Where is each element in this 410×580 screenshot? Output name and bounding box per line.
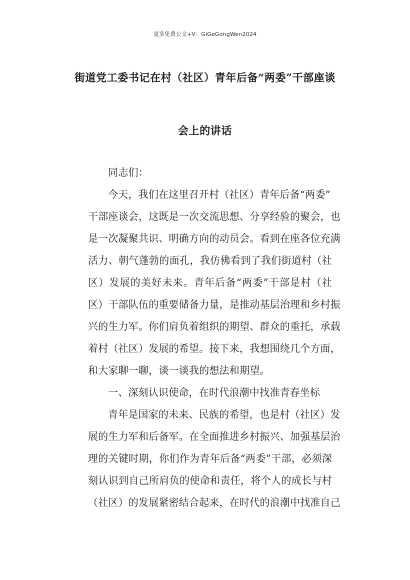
document-body xyxy=(88,163,341,515)
paragraph-2-line: 青年是国家的未来、民族的希望，也是村（社区）发 xyxy=(108,410,341,421)
paragraph-1-line: 是一次凝聚共识、明确方向的动员会。看到在座各位充满 xyxy=(88,234,341,245)
section-1-heading: 一、深刻认识使命，在时代浪潮中找准青春坐标 xyxy=(108,388,321,399)
paragraph-1-line: 和大家聊一聊，谈一谈我的想法和期望。 xyxy=(88,366,270,377)
salutation: 同志们： xyxy=(108,168,149,179)
paragraph-1-line: 兴的生力军。你们肩负着组织的期望、群众的重托，承载 xyxy=(88,322,341,333)
header-note: 更多免费公文+V：GiGeGongWen2024 xyxy=(153,32,257,38)
paragraph-1-line: 区）发展的美好未来。青年后备“两委”干部是村（社 xyxy=(88,278,332,289)
paragraph-1-line: 区）干部队伍的重要储备力量，是推动基层治理和乡村振 xyxy=(88,300,341,311)
paragraph-2-line: 展的生力军和后备军。在全面推进乡村振兴、加强基层治 xyxy=(88,432,341,443)
paragraph-2-line: 刻认识到自己所肩负的使命和责任，将个人的成长与村 xyxy=(88,476,332,487)
paragraph-1-line: 今天，我们在这里召开村（社区）青年后备“两委” xyxy=(108,190,331,201)
paragraph-2-line: （社区）的发展紧密结合起来，在时代的浪潮中找准自己 xyxy=(88,498,341,509)
paragraph-1-line: 着村（社区）发展的希望。接下来，我想围绕几个方面， xyxy=(88,344,341,355)
paragraph-1-line: 干部座谈会，这既是一次交流思想、分享经验的聚会，也 xyxy=(88,212,341,223)
document-title-line-1: 街道党工委书记在村（社区）青年后备“两委”干部座谈 xyxy=(74,72,336,84)
document-title-line-2: 会上的讲话 xyxy=(178,125,232,137)
paragraph-2-line: 理的关键时期，你们作为青年后备“两委”干部，必须深 xyxy=(88,454,332,465)
paragraph-1-line: 活力、朝气蓬勃的面孔，我仿佛看到了我们街道村（社 xyxy=(88,256,332,267)
